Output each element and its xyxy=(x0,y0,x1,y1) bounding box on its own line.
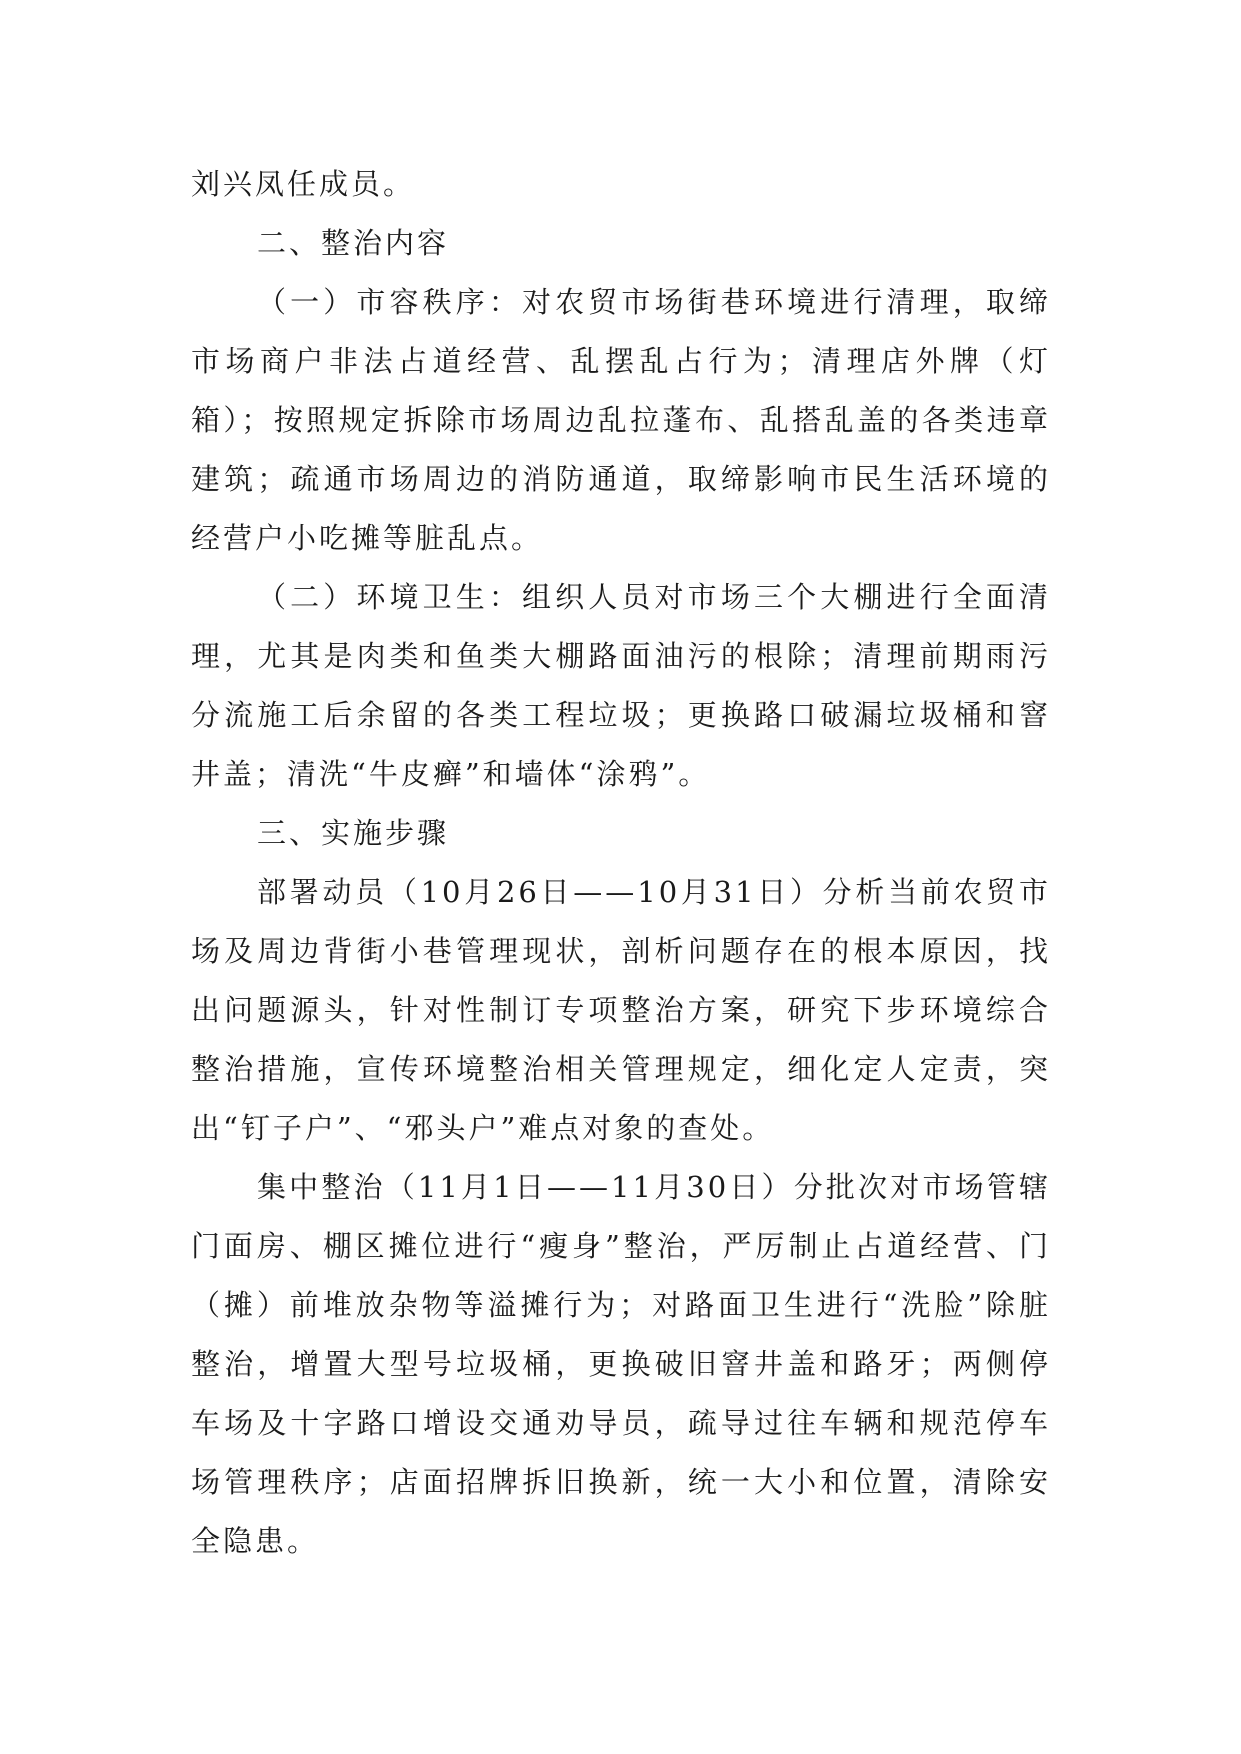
section-heading-content: 二、整治内容 xyxy=(257,226,450,260)
document-body xyxy=(191,155,1051,1571)
paragraph-city-order: （一）市容秩序：对农贸市场街巷环境进行清理，取缔市场商户非法占道经营、乱摆乱占行为；清理店外牌（灯箱）；按照规定拆除市场周边乱拉蓬布、乱搭乱盖的各类违章建筑；疏通市场周边的消防通道，取缔影响市民生活环境的经营户小吃摊等脏乱点。 xyxy=(191,285,1051,555)
continuation-paragraph: 刘兴凤任成员。 xyxy=(191,167,416,201)
section-heading-steps: 三、实施步骤 xyxy=(257,816,450,850)
paragraph-mobilization: 部署动员（10月26日——10月31日）分析当前农贸市场及周边背街小巷管理现状，剖析问题存在的根本原因，找出问题源头，针对性制订专项整治方案，研究下步环境综合整治措施，宣传环境整治相关管理规定，细化定人定责，突出“钉子户”、“邪头户”难点对象的查处。 xyxy=(191,875,1051,1145)
paragraph-sanitation: （二）环境卫生：组织人员对市场三个大棚进行全面清理，尤其是肉类和鱼类大棚路面油污的根除；清理前期雨污分流施工后余留的各类工程垃圾；更换路口破漏垃圾桶和窨井盖；清洗“牛皮癣”和墙体“涂鸦”。 xyxy=(191,580,1051,791)
paragraph-focused-rectification: 集中整治（11月1日——11月30日）分批次对市场管辖门面房、棚区摊位进行“瘦身”整治，严厉制止占道经营、门（摊）前堆放杂物等溢摊行为；对路面卫生进行“洗脸”除脏整治，增置大型号垃圾桶，更换破旧窨井盖和路牙；两侧停车场及十字路口增设交通劝导员，疏导过往车辆和规范停车场管理秩序；店面招牌拆旧换新，统一大小和位置，清除安全隐患。 xyxy=(191,1170,1051,1558)
